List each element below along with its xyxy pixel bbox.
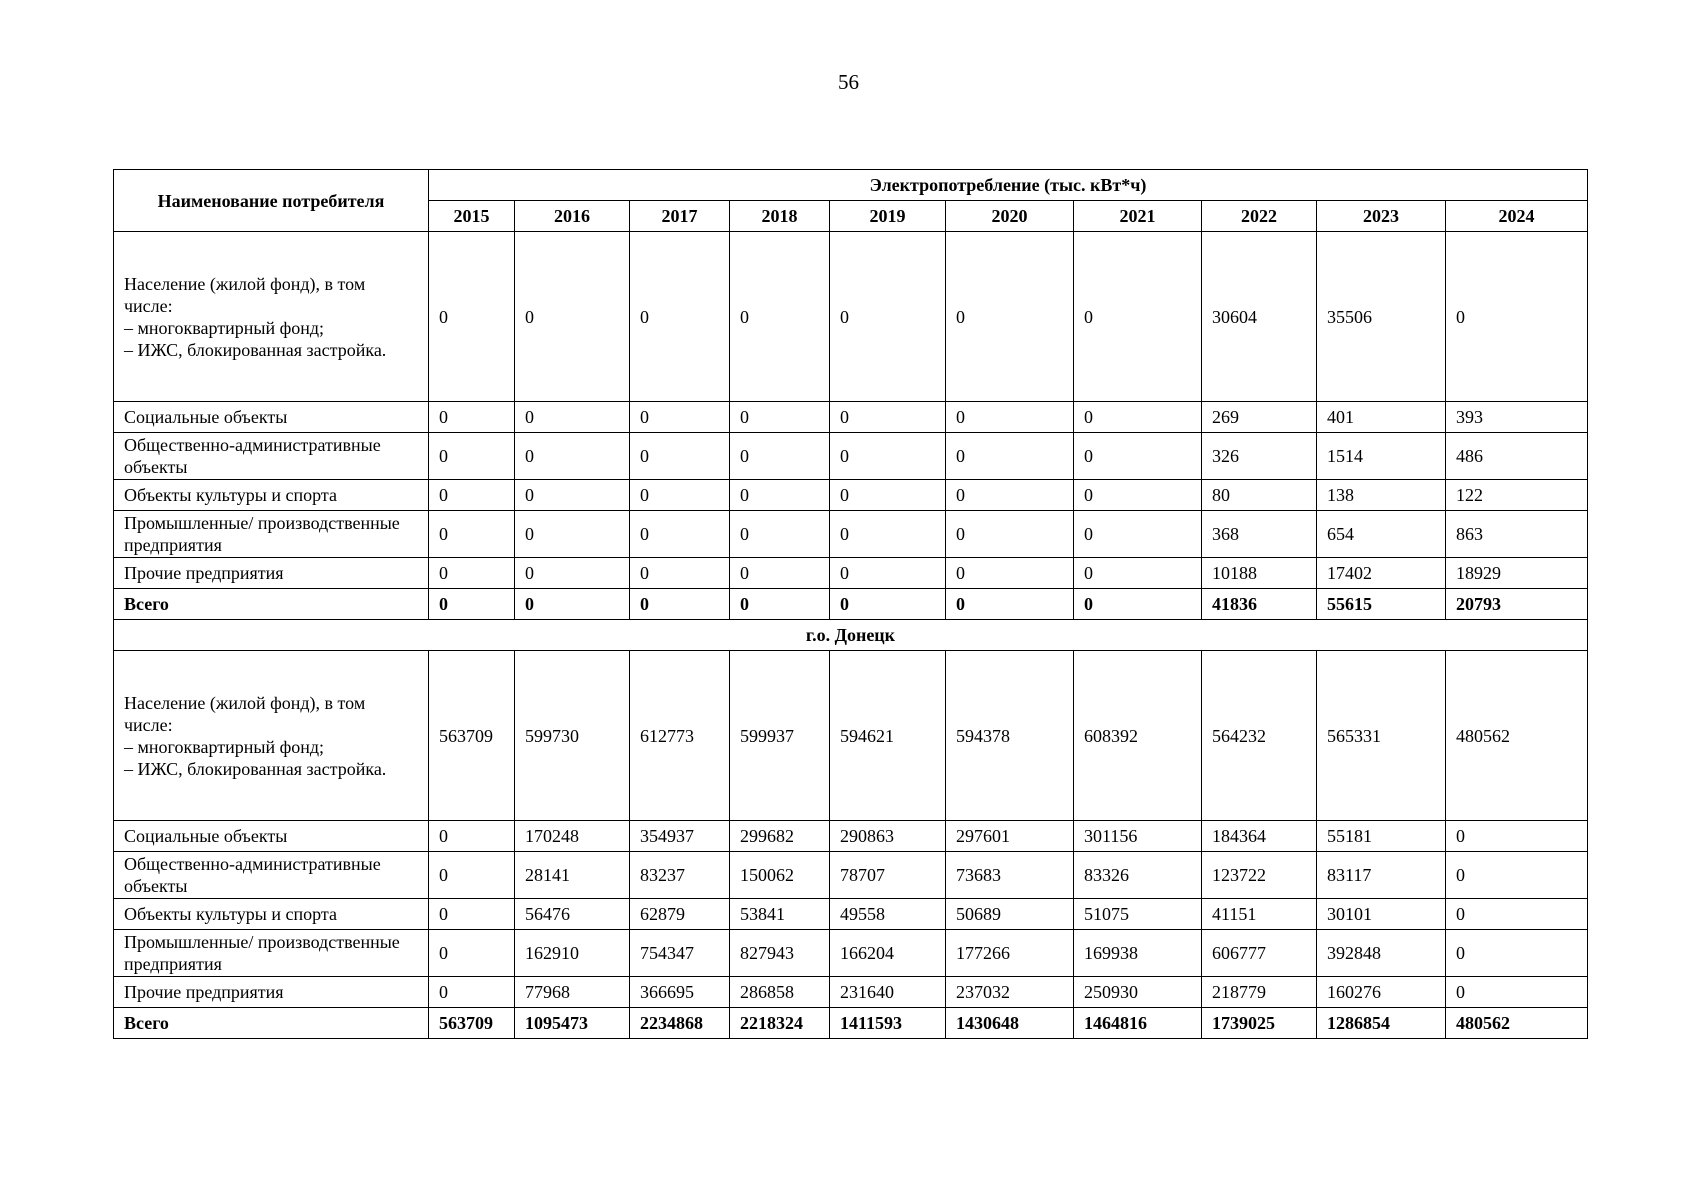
- consumer-name-cell: Общественно-административные объекты: [114, 852, 429, 899]
- value-cell: 0: [630, 433, 730, 480]
- value-cell: 0: [515, 480, 630, 511]
- table-row: [114, 433, 1588, 480]
- value-cell: 392848: [1317, 930, 1446, 977]
- value-cell: 41836: [1202, 589, 1317, 620]
- value-cell: 50689: [946, 899, 1074, 930]
- consumer-name-cell: Прочие предприятия: [114, 558, 429, 589]
- value-cell: 218779: [1202, 977, 1317, 1008]
- value-cell: 0: [429, 977, 515, 1008]
- consumer-name-cell: Объекты культуры и спорта: [114, 480, 429, 511]
- value-cell: 0: [730, 511, 830, 558]
- table-row: [114, 977, 1588, 1008]
- value-cell: 0: [630, 589, 730, 620]
- value-cell: 0: [1074, 511, 1202, 558]
- value-cell: 0: [429, 930, 515, 977]
- value-cell: 606777: [1202, 930, 1317, 977]
- value-cell: 83117: [1317, 852, 1446, 899]
- value-cell: 0: [429, 402, 515, 433]
- value-cell: 30101: [1317, 899, 1446, 930]
- table-row: [114, 821, 1588, 852]
- value-cell: 51075: [1074, 899, 1202, 930]
- value-cell: 1464816: [1074, 1008, 1202, 1039]
- value-cell: 184364: [1202, 821, 1317, 852]
- section-title: г.о. Донецк: [114, 620, 1588, 651]
- value-cell: 0: [429, 433, 515, 480]
- value-cell: 1286854: [1317, 1008, 1446, 1039]
- value-cell: 0: [830, 232, 946, 402]
- value-cell: 17402: [1317, 558, 1446, 589]
- value-cell: 368: [1202, 511, 1317, 558]
- table-row: [114, 480, 1588, 511]
- value-cell: 0: [515, 558, 630, 589]
- value-cell: 0: [1074, 480, 1202, 511]
- value-cell: 0: [730, 232, 830, 402]
- value-cell: 0: [946, 511, 1074, 558]
- value-cell: 150062: [730, 852, 830, 899]
- header-year: 2023: [1317, 201, 1446, 232]
- value-cell: 0: [830, 589, 946, 620]
- page-number: 56: [838, 70, 859, 94]
- value-cell: 0: [730, 589, 830, 620]
- value-cell: 594378: [946, 651, 1074, 821]
- section-row: [114, 620, 1588, 651]
- value-cell: 2234868: [630, 1008, 730, 1039]
- value-cell: 138: [1317, 480, 1446, 511]
- consumer-name-cell: Общественно-административные объекты: [114, 433, 429, 480]
- value-cell: 0: [630, 232, 730, 402]
- consumer-name-cell: Социальные объекты: [114, 821, 429, 852]
- value-cell: 83237: [630, 852, 730, 899]
- table-row: [114, 232, 1588, 402]
- table-row: [114, 402, 1588, 433]
- value-cell: 0: [515, 433, 630, 480]
- value-cell: 62879: [630, 899, 730, 930]
- value-cell: 0: [515, 511, 630, 558]
- value-cell: 177266: [946, 930, 1074, 977]
- value-cell: 123722: [1202, 852, 1317, 899]
- value-cell: 0: [630, 480, 730, 511]
- value-cell: 0: [429, 589, 515, 620]
- value-cell: 53841: [730, 899, 830, 930]
- value-cell: 49558: [830, 899, 946, 930]
- value-cell: 301156: [1074, 821, 1202, 852]
- value-cell: 0: [515, 232, 630, 402]
- value-cell: 1430648: [946, 1008, 1074, 1039]
- value-cell: 35506: [1317, 232, 1446, 402]
- header-year: 2022: [1202, 201, 1317, 232]
- value-cell: 83326: [1074, 852, 1202, 899]
- value-cell: 0: [946, 433, 1074, 480]
- value-cell: 0: [1446, 821, 1588, 852]
- value-cell: 170248: [515, 821, 630, 852]
- value-cell: 290863: [830, 821, 946, 852]
- value-cell: 55615: [1317, 589, 1446, 620]
- value-cell: 0: [946, 402, 1074, 433]
- value-cell: 41151: [1202, 899, 1317, 930]
- value-cell: 0: [830, 402, 946, 433]
- value-cell: 18929: [1446, 558, 1588, 589]
- value-cell: 0: [630, 402, 730, 433]
- value-cell: 480562: [1446, 1008, 1588, 1039]
- value-cell: 160276: [1317, 977, 1446, 1008]
- header-year: 2021: [1074, 201, 1202, 232]
- value-cell: 354937: [630, 821, 730, 852]
- value-cell: 0: [429, 821, 515, 852]
- value-cell: 0: [1446, 930, 1588, 977]
- value-cell: 122: [1446, 480, 1588, 511]
- header-year: 2018: [730, 201, 830, 232]
- value-cell: 30604: [1202, 232, 1317, 402]
- value-cell: 299682: [730, 821, 830, 852]
- value-cell: 563709: [429, 651, 515, 821]
- value-cell: 80: [1202, 480, 1317, 511]
- value-cell: 1095473: [515, 1008, 630, 1039]
- consumer-name-cell: Промышленные/ производственные предприятия: [114, 930, 429, 977]
- value-cell: 269: [1202, 402, 1317, 433]
- value-cell: 0: [429, 232, 515, 402]
- consumer-name-cell: Население (жилой фонд), в том числе: – многоквартирный фонд; – ИЖС, блокированная застройка.: [114, 232, 429, 402]
- value-cell: 0: [830, 480, 946, 511]
- value-cell: 0: [429, 852, 515, 899]
- value-cell: 0: [630, 558, 730, 589]
- value-cell: 480562: [1446, 651, 1588, 821]
- value-cell: 0: [946, 589, 1074, 620]
- value-cell: 0: [730, 558, 830, 589]
- value-cell: 78707: [830, 852, 946, 899]
- value-cell: 162910: [515, 930, 630, 977]
- consumer-name-cell: Промышленные/ производственные предприятия: [114, 511, 429, 558]
- table-row: [114, 899, 1588, 930]
- value-cell: 0: [830, 433, 946, 480]
- consumer-name-cell: Всего: [114, 589, 429, 620]
- value-cell: 564232: [1202, 651, 1317, 821]
- value-cell: 10188: [1202, 558, 1317, 589]
- value-cell: 0: [630, 511, 730, 558]
- consumer-name-cell: Объекты культуры и спорта: [114, 899, 429, 930]
- value-cell: 393: [1446, 402, 1588, 433]
- value-cell: 28141: [515, 852, 630, 899]
- value-cell: 486: [1446, 433, 1588, 480]
- value-cell: 401: [1317, 402, 1446, 433]
- value-cell: 1739025: [1202, 1008, 1317, 1039]
- value-cell: 250930: [1074, 977, 1202, 1008]
- value-cell: 608392: [1074, 651, 1202, 821]
- consumption-table: [113, 169, 1588, 1039]
- value-cell: 612773: [630, 651, 730, 821]
- table-row: [114, 558, 1588, 589]
- value-cell: 0: [946, 480, 1074, 511]
- value-cell: 326: [1202, 433, 1317, 480]
- value-cell: 0: [1074, 433, 1202, 480]
- value-cell: 231640: [830, 977, 946, 1008]
- value-cell: 1514: [1317, 433, 1446, 480]
- value-cell: 754347: [630, 930, 730, 977]
- consumer-name-cell: Прочие предприятия: [114, 977, 429, 1008]
- value-cell: 0: [830, 511, 946, 558]
- table-row: [114, 930, 1588, 977]
- value-cell: 366695: [630, 977, 730, 1008]
- value-cell: 0: [429, 480, 515, 511]
- value-cell: 0: [1446, 977, 1588, 1008]
- consumer-name-cell: Социальные объекты: [114, 402, 429, 433]
- value-cell: 55181: [1317, 821, 1446, 852]
- header-year: 2019: [830, 201, 946, 232]
- value-cell: 0: [1446, 232, 1588, 402]
- value-cell: 594621: [830, 651, 946, 821]
- value-cell: 0: [1446, 899, 1588, 930]
- value-cell: 0: [1074, 402, 1202, 433]
- table-row: [114, 651, 1588, 821]
- value-cell: 237032: [946, 977, 1074, 1008]
- value-cell: 169938: [1074, 930, 1202, 977]
- value-cell: 0: [515, 402, 630, 433]
- table-body: [114, 232, 1588, 1039]
- value-cell: 56476: [515, 899, 630, 930]
- header-year: 2017: [630, 201, 730, 232]
- value-cell: 0: [730, 480, 830, 511]
- value-cell: 0: [515, 589, 630, 620]
- value-cell: 0: [946, 558, 1074, 589]
- value-cell: 0: [1074, 232, 1202, 402]
- value-cell: 2218324: [730, 1008, 830, 1039]
- table-row: [114, 852, 1588, 899]
- value-cell: 77968: [515, 977, 630, 1008]
- value-cell: 0: [946, 232, 1074, 402]
- value-cell: 0: [830, 558, 946, 589]
- value-cell: 565331: [1317, 651, 1446, 821]
- value-cell: 0: [1446, 852, 1588, 899]
- value-cell: 0: [1074, 589, 1202, 620]
- value-cell: 166204: [830, 930, 946, 977]
- header-year: 2015: [429, 201, 515, 232]
- header-consumer-name: Наименование потребителя: [114, 170, 429, 232]
- header-consumption-group: Электропотребление (тыс. кВт*ч): [429, 170, 1588, 201]
- value-cell: 0: [1074, 558, 1202, 589]
- value-cell: 20793: [1446, 589, 1588, 620]
- header-year: 2016: [515, 201, 630, 232]
- value-cell: 286858: [730, 977, 830, 1008]
- value-cell: 563709: [429, 1008, 515, 1039]
- value-cell: 0: [730, 402, 830, 433]
- value-cell: 654: [1317, 511, 1446, 558]
- value-cell: 0: [429, 558, 515, 589]
- value-cell: 863: [1446, 511, 1588, 558]
- total-row: [114, 589, 1588, 620]
- value-cell: 599730: [515, 651, 630, 821]
- value-cell: 0: [429, 511, 515, 558]
- value-cell: 827943: [730, 930, 830, 977]
- value-cell: 297601: [946, 821, 1074, 852]
- header-year: 2024: [1446, 201, 1588, 232]
- header-year: 2020: [946, 201, 1074, 232]
- consumer-name-cell: Население (жилой фонд), в том числе: – многоквартирный фонд; – ИЖС, блокированная застройка.: [114, 651, 429, 821]
- value-cell: 599937: [730, 651, 830, 821]
- value-cell: 0: [429, 899, 515, 930]
- table-row: [114, 511, 1588, 558]
- value-cell: 73683: [946, 852, 1074, 899]
- consumer-name-cell: Всего: [114, 1008, 429, 1039]
- total-row: [114, 1008, 1588, 1039]
- value-cell: 1411593: [830, 1008, 946, 1039]
- value-cell: 0: [730, 433, 830, 480]
